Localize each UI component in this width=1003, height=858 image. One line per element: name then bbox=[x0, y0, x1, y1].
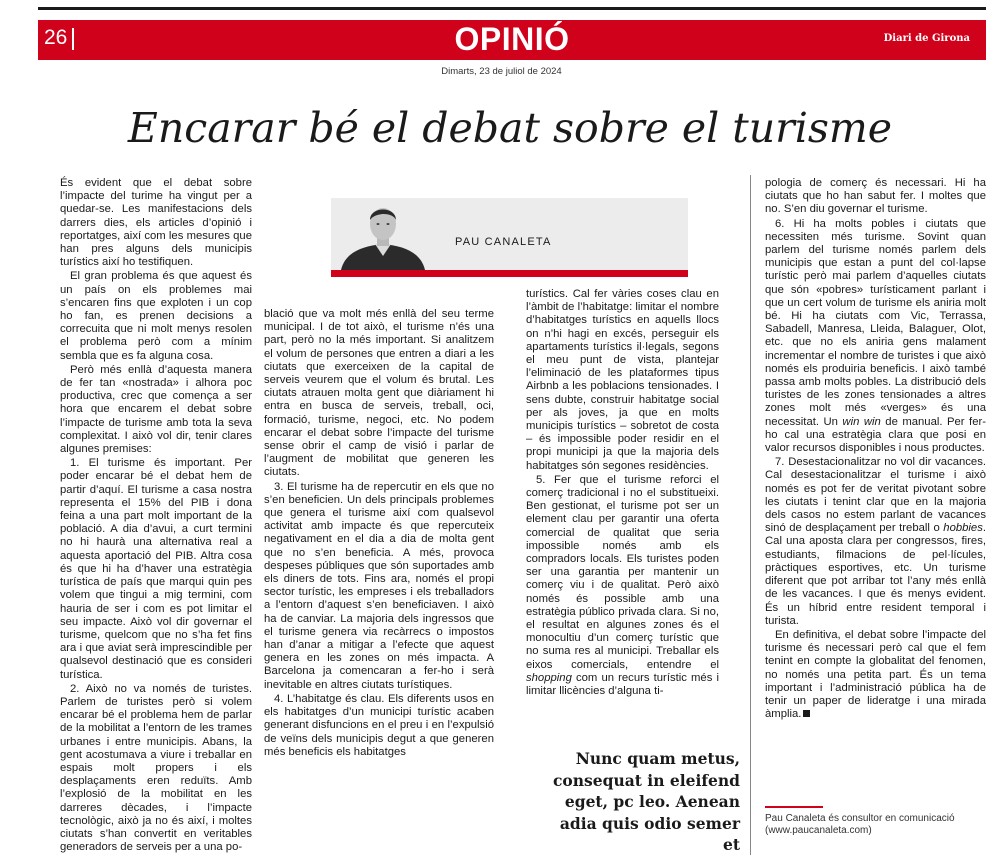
author-name: PAU CANALETA bbox=[455, 236, 552, 248]
newspaper-name: Diari de Girona bbox=[883, 33, 970, 44]
italic-term: hobbies bbox=[943, 522, 983, 535]
article-column-2 bbox=[264, 308, 494, 760]
paragraph: Però més enllà d’aquesta manera de fer tan «nostrada» i alhora poc productiva, crec que comença a ser hora que encarem el debat sobre l’impacte de turisme amb tota la seva complexitat. I això vol dir, tenir clares algunes premises: bbox=[60, 363, 252, 456]
paragraph: pologia de comerç és necessari. Hi ha ciutats que ho han sabut fer. I moltes que no. S’en diu governar el turisme. bbox=[765, 177, 986, 216]
author-portrait bbox=[333, 198, 433, 270]
paragraph: És evident que el debat sobre l’impacte del turime ha vingut per a quedar-se. Les manifestacions dels darrers dies, els articles d’opinió i reportatges, així com les mesures que han pres alguns dels municipis turístics així ho testifiquen. bbox=[60, 177, 252, 269]
text-run: de manual. Per fer-ho cal una estratègia clara que posi en valor recursos disponibles i nous productes. bbox=[765, 415, 986, 455]
italic-term: shopping bbox=[526, 671, 572, 684]
text-run: 6. Hi ha molts pobles i ciutats que necessiten més turisme. Sovint quan parlem del turisme només parlem dels municipis que estan a punt del col·lapse turístic però mai parlem d’aquelles ciutats que són «pobres» turísticament parlant i que un cert volum de turisme els aniria molt bé. Hi ha ciutats com Vic, Terrassa, Sabadell, Manresa, Lleida, Balaguer, Olot, etc. que no els aniria gens malament incrementar el nombre de turistes i que això només els produiria beneficis. I això també passa amb molts pobles. La distribució dels turistes de les zones tensionades a altres zones molt més «verges» és una necessitat. Un bbox=[765, 217, 986, 428]
section-header bbox=[38, 20, 986, 60]
article-column-1 bbox=[60, 177, 252, 855]
paragraph: El gran problema és que aquest és un país on els problemes mai s’encaren fins que exploten i un cop ho fan, es prenen decisions a correcuita que ni molt menys resolen el problema però com a mínim sembla que es fa alguna cosa. bbox=[60, 270, 252, 362]
paragraph: blació que va molt més enllà del seu terme municipal. I de tot això, el turisme n’és una part, però no la més important. Si analitzem el volum de persones que entren a diari a les ciutats que exerceixen de la capital de serveis veurem que el volum és brutal. Les ciutats atrauen molta gent que diàriament hi entra en busca de serveis, treball, oci, formació, turisme, negoci, etc. No podem encarar el debat sobre l’impacte del turisme sense obrir el camp de visió i parlar de l’augment de mobilitat que generen les ciutats. bbox=[264, 308, 494, 479]
end-of-article-mark bbox=[803, 710, 810, 717]
column-divider bbox=[750, 175, 751, 855]
text-run: . Cal una aposta clara per congressos, fires, estudiants, filmacions de pel·lícules, pràctiques esportives, etc. Un turisme diferent que pot arribar tot l’any més enllà de les vacances. I que és menys evident. És un híbrid entre resident temporal i turista. bbox=[765, 522, 986, 627]
article-column-3 bbox=[526, 288, 719, 699]
article-column-4 bbox=[765, 177, 986, 722]
paragraph: turístics. Cal fer vàries coses clau en l’àmbit de l’habitatge: limitar el nombre d’habitatges turístics en aquells llocs on n’hi hagi en excés, perseguir els apartaments turístics il·legals, segons el meu punt de vista, plantejar l’eliminació de les plataformes tipus Airbnb a les poblacions tensionades. I sens dubte, construir habitatge social per als joves, ja que en molts municipis turístics – sobretot de costa – és impossible poder residir en el propi municipi ja que la majoria dels habitatges són segones residències. bbox=[526, 288, 719, 472]
pull-quote: Nunc quam metus, consequat in eleifend eget, pc leo. Aenean adia quis odio semer et bbox=[552, 749, 740, 854]
paragraph bbox=[765, 218, 986, 456]
issue-date: Dimarts, 23 de juliol de 2024 bbox=[441, 66, 562, 77]
page-number: 26 bbox=[44, 26, 68, 49]
top-rule bbox=[38, 7, 986, 10]
author-box bbox=[331, 198, 688, 270]
paragraph: 1. El turisme és important. Per poder encarar bé el debat hem de partir d’aquí. El turisme a casa nostra representa el 15% del PIB i dona feina a una part molt important de la població. A dia d’avui, a curt termini no hi haurà una alternativa real a aquesta aportació del PIB. Altra cosa és que hi ha d’haver una estratègia turística de país que marqui quin pes volem que tingui a mig termini, com hauria de ser i com es pot limitar el seu impacte. Això vol dir governar el turisme, quelcom que no s’ha fet fins ara i que aviat serà imprescindible per qualsevol destinació que es consideri turística. bbox=[60, 457, 252, 681]
author-bio: Pau Canaleta és consultor en comunicació (www.paucanaleta.com) bbox=[765, 813, 955, 836]
text-run: En definitiva, el debat sobre l’impacte del turisme és necessari però cal que el fem tenint en compte la globalitat del fenomen, no només una petita part. És un tema important i l’administració pública ha de tenir un paper de lideratge i una mirada àmplia. bbox=[765, 628, 986, 721]
text-run: 7. Desestacionalitzar no vol dir vacances. Cal desestacionalitzar el turisme i això només es pot fer de veritat pivotant sobre les ciutats i tenint clar que en la majoria dels casos no estem parlant de vacances sinó de desplaçament per treball o bbox=[765, 456, 986, 535]
text-run: 5. Fer que el turisme reforci el comerç tradicional i no el substitueixi. Ben gestionat, el turisme pot ser un element clau per garantir una oferta comercial de qualitat que seria impossible només amb els compradors locals. Els turistes poden ser una garantia per mantenir un comerç viu i de qualitat. Però això només és possible amb una estratègia público privada clara. Si no, el resultat en algunes zones és el monocultiu d’un comerç turístic que no suma res al municipi. Treballar els eixos comercials, entendre el bbox=[526, 473, 719, 671]
author-accent-bar bbox=[331, 270, 688, 277]
section-title: OPINIÓ bbox=[454, 21, 570, 57]
paragraph bbox=[765, 456, 986, 628]
article-headline: Encarar bé el debat sobre el turisme bbox=[127, 104, 893, 152]
bio-accent-rule bbox=[765, 806, 823, 808]
text-run: com un recurs turístic més i limitar llicències d’alguna ti- bbox=[526, 671, 719, 698]
paragraph: 2. Això no va només de turistes. Parlem de turistes però si volem encarar bé el problema hem de parlar de la mobilitat a l’entorn de les trames urbanes i entre municipis. Abans, la gent acostumava a viure i treballar en espais molt propers i els desplaçaments eren reduïts. Amb l’explosió de la mobilitat en les darreres dècades, i l’impacte tecnològic, això ja no és així, i moltes ciutats s’han convertit en veritables generadors de serveis per a una po- bbox=[60, 682, 252, 854]
paragraph bbox=[765, 629, 986, 721]
paragraph: 3. El turisme ha de repercutir en els que no s’en beneficien. Un dels principals problemes que genera el turisme així com qualsevol activitat amb impacte és que repercuteix negativament en el dia a dia de molta gent que no s’en beneficia. A més, provoca despeses públiques que són suportades amb els diners de tots. Fins ara, només el propi sector turístic, les empreses i els treballadors a l’entorn d’aquest s’en beneficiaven. I això ha de canviar. La majoria dels ingressos que el turisme genera via recàrrecs o impostos han d’anar a mitigar a l’efecte que aquest genera en les zones on més impacta. A Barcelona ja comencaran a fer-ho i serà inevitable en altres ciutats turístiques. bbox=[264, 480, 494, 691]
paragraph: 4. L’habitatge és clau. Els diferents usos en els habitatges d’un municipi turístic acaben generant disfuncions en el preu i en l’expulsió de veïns dels municipis degut a que generen més beneficis els habitatges bbox=[264, 692, 494, 758]
italic-term: win win bbox=[842, 415, 881, 428]
paragraph bbox=[526, 474, 719, 698]
